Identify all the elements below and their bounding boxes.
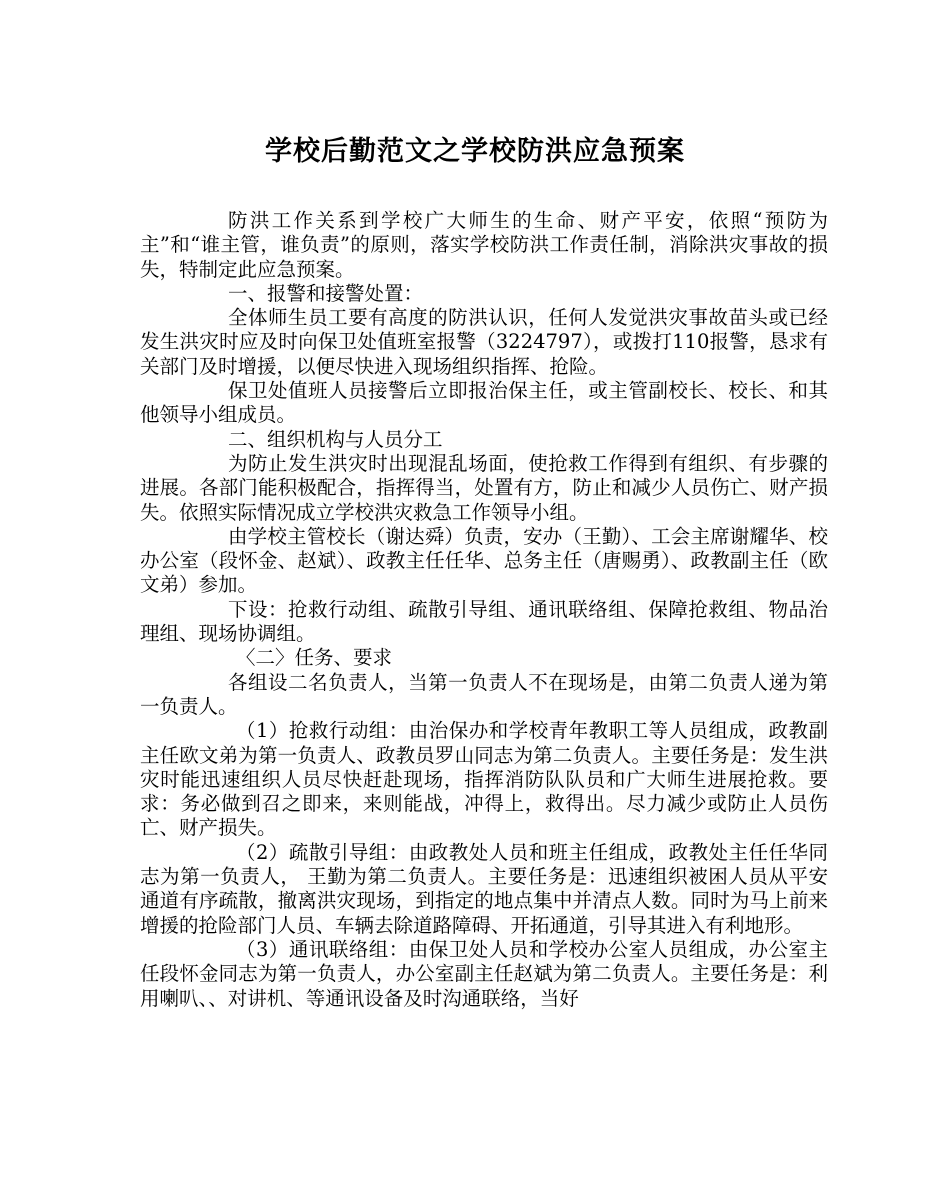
- paragraph-alarm-receive: 保卫处值班人员接警后立即报治保主任，或主管副校长、校长、和其他领导小组成员。: [140, 379, 828, 427]
- paragraph-evacuation-group: （2）疏散引导组：由政教处人员和班主任组成，政教处主任任华同志为第一负责人， 王勤为第二负责人。主要任务是：迅速组织被困人员从平安通道有序疏散，撤离洪灾现场，到指定的地点集中并清点人数。同时为马上前来增援的抢险部门人员、车辆去除道路障碍、开拓通道，引导其进入有利地形。: [140, 840, 828, 937]
- paragraph-organization-purpose: 为防止发生洪灾时出现混乱场面，使抢救工作得到有组织、有步骤的进展。各部门能积极配合，指挥得当，处置有方，防止和减少人员伤亡、财产损失。依照实际情况成立学校洪灾救急工作领导小组。: [140, 451, 828, 524]
- paragraph-subgroups: 下设：抢救行动组、疏散引导组、通讯联络组、保障抢救组、物品治理组、现场协调组。: [140, 597, 828, 646]
- section-heading-alarm: 一、报警和接警处置：: [228, 281, 424, 305]
- paragraph-alarm-report: 全体师生员工要有高度的防洪认识，任何人发觉洪灾事故苗头或已经发生洪灾时应及时向保卫处值班室报警（3224797），或拨打110报警，恳求有关部门及时增援，以便尽快进入现场组织指挥、抢险。: [140, 306, 828, 378]
- section-heading-tasks: 〈二〉任务、要求: [236, 646, 393, 670]
- document-body: [140, 209, 828, 1011]
- paragraph-rescue-group: （1）抢救行动组：由治保办和学校青年教职工等人员组成，政教副主任欧文弟为第一负责人、政教员罗山同志为第二负责人。主要任务是：发生洪灾时能迅速组织人员尽快赶赴现场，指挥消防队队员和广大师生进展抢救。要求：务必做到召之即来，来则能战，冲得上，救得出。尽力减少或防止人员伤亡、财产损失。: [140, 719, 828, 840]
- document-title: 学校后勤范文之学校防洪应急预案: [265, 136, 685, 167]
- paragraph-intro: 防洪工作关系到学校广大师生的生命、财产平安，依照“预防为主”和“谁主管，谁负责”的原则，落实学校防洪工作责任制，消除洪灾事故的损失，特制定此应急预案。: [140, 209, 828, 281]
- section-heading-organization: 二、组织机构与人员分工: [228, 427, 443, 451]
- paragraph-communication-group: （3）通讯联络组：由保卫处人员和学校办公室人员组成，办公室主任段怀金同志为第一负责人，办公室副主任赵斌为第二负责人。主要任务是：利用喇叭、、对讲机、等通讯设备及时沟通联络，当好: [140, 937, 828, 1010]
- paragraph-organization-members: 由学校主管校长（谢达舜）负责，安办（王勤）、工会主席谢耀华、校办公室（段怀金、赵斌）、政教主任任华、总务主任（唐赐勇）、政教副主任（欧文弟）参加。: [140, 524, 828, 597]
- paragraph-responsibility: 各组设二名负责人，当第一负责人不在现场是，由第二负责人递为第一负责人。: [140, 670, 828, 718]
